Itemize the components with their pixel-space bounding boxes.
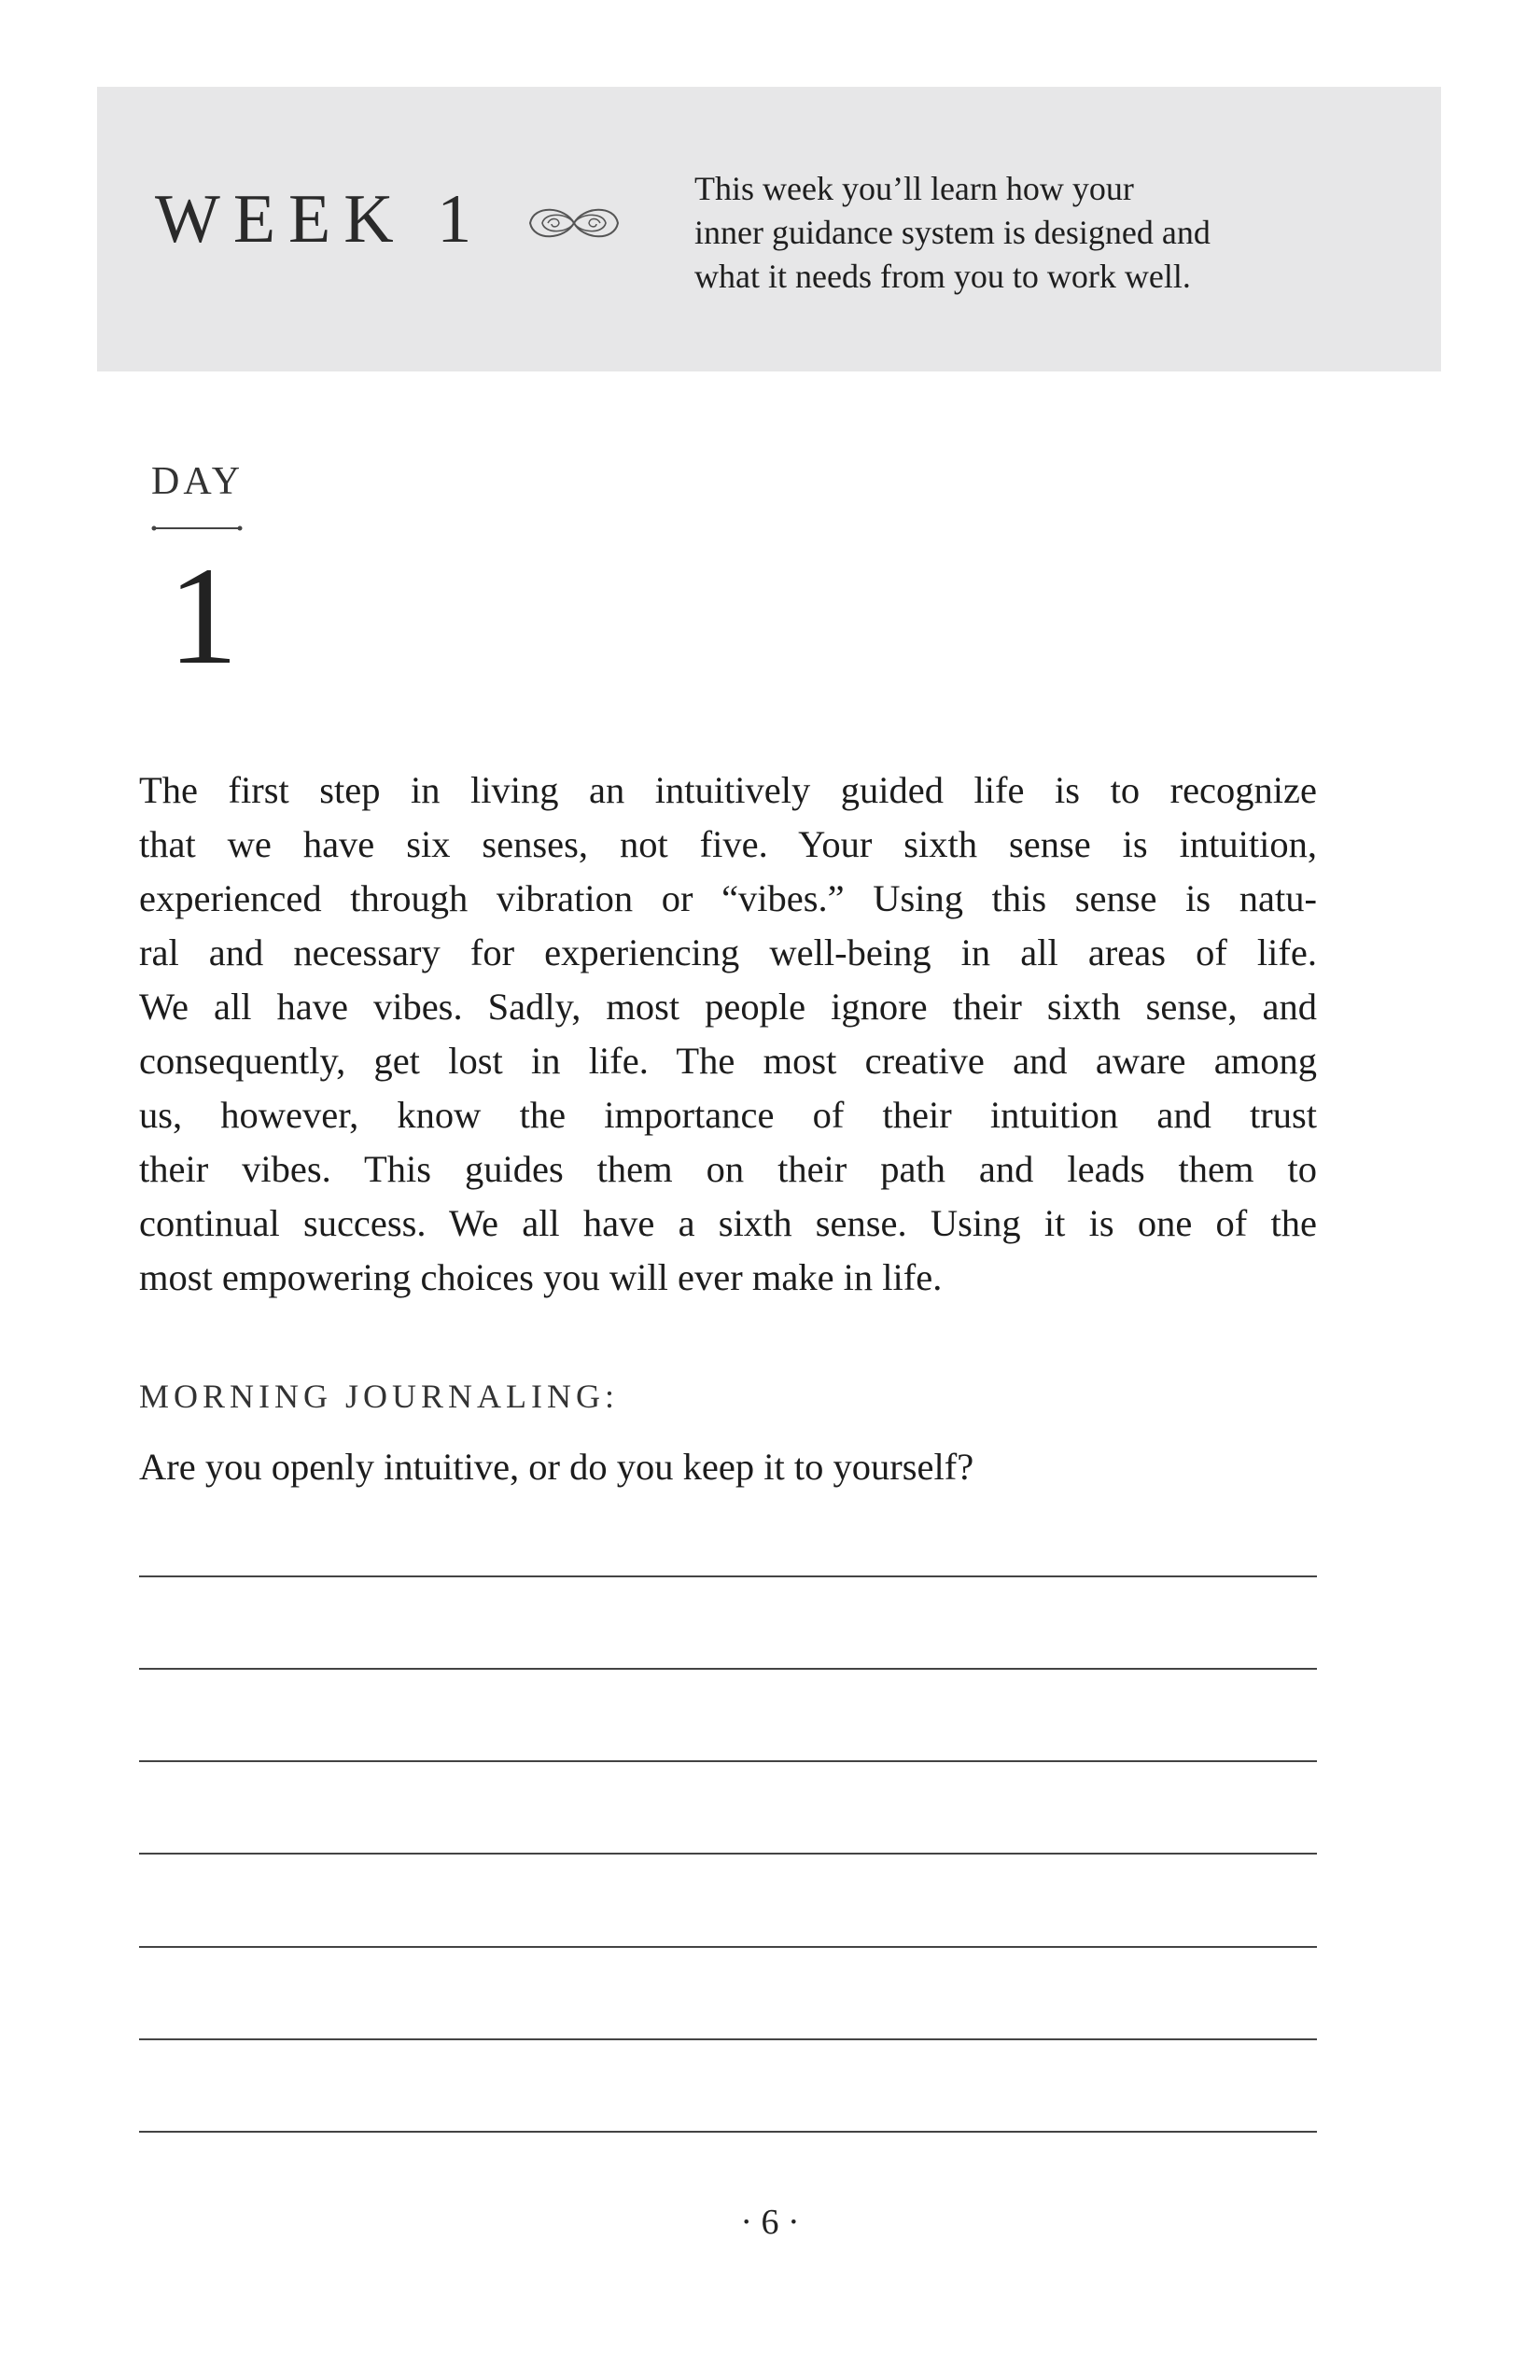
body-line: most empowering choices you will ever make in life. bbox=[139, 1256, 943, 1298]
body-line: The first step in living an intuitively guided life is to recognize bbox=[139, 769, 1317, 811]
write-line[interactable] bbox=[139, 1853, 1317, 1855]
body-line: continual success. We all have a sixth sense. Using it is one of the bbox=[139, 1202, 1317, 1244]
body-line: consequently, get lost in life. The most creative and aware among bbox=[139, 1040, 1317, 1082]
write-line[interactable] bbox=[139, 1668, 1317, 1670]
week-intro-line: inner guidance system is designed and bbox=[694, 214, 1211, 251]
body-line: us, however, know the importance of their intuition and trust bbox=[139, 1094, 1317, 1136]
body-paragraph bbox=[139, 763, 1317, 1305]
week-intro-line: what it needs from you to work well. bbox=[694, 258, 1191, 295]
body-line: We all have vibes. Sadly, most people ignore their sixth sense, and bbox=[139, 986, 1317, 1028]
body-line: their vibes. This guides them on their path and leads them to bbox=[139, 1148, 1317, 1190]
body-line: that we have six senses, not five. Your sixth sense is intuition, bbox=[139, 823, 1317, 865]
journaling-heading: MORNING JOURNALING: bbox=[139, 1378, 619, 1415]
infinity-swirl-icon bbox=[523, 197, 625, 249]
write-line[interactable] bbox=[139, 1760, 1317, 1762]
page-number: · 6 · bbox=[740, 2203, 800, 2242]
day-label: DAY bbox=[151, 460, 245, 503]
body-line: ral and necessary for experiencing well-being in all areas of life. bbox=[139, 931, 1317, 973]
write-line[interactable] bbox=[139, 2131, 1317, 2133]
week-intro-line: This week you’ll learn how your bbox=[694, 170, 1134, 207]
body-line: experienced through vibration or “vibes.” Using this sense is natu- bbox=[139, 877, 1317, 919]
week-banner bbox=[97, 87, 1441, 371]
day-divider bbox=[151, 524, 243, 533]
write-line[interactable] bbox=[139, 1575, 1317, 1577]
day-number: 1 bbox=[168, 539, 238, 693]
journaling-prompt: Are you openly intuitive, or do you keep it to yourself? bbox=[139, 1446, 974, 1488]
write-line[interactable] bbox=[139, 1946, 1317, 1948]
write-line[interactable] bbox=[139, 2038, 1317, 2040]
week-title: WEEK 1 bbox=[155, 181, 485, 258]
week-intro bbox=[694, 167, 1348, 299]
